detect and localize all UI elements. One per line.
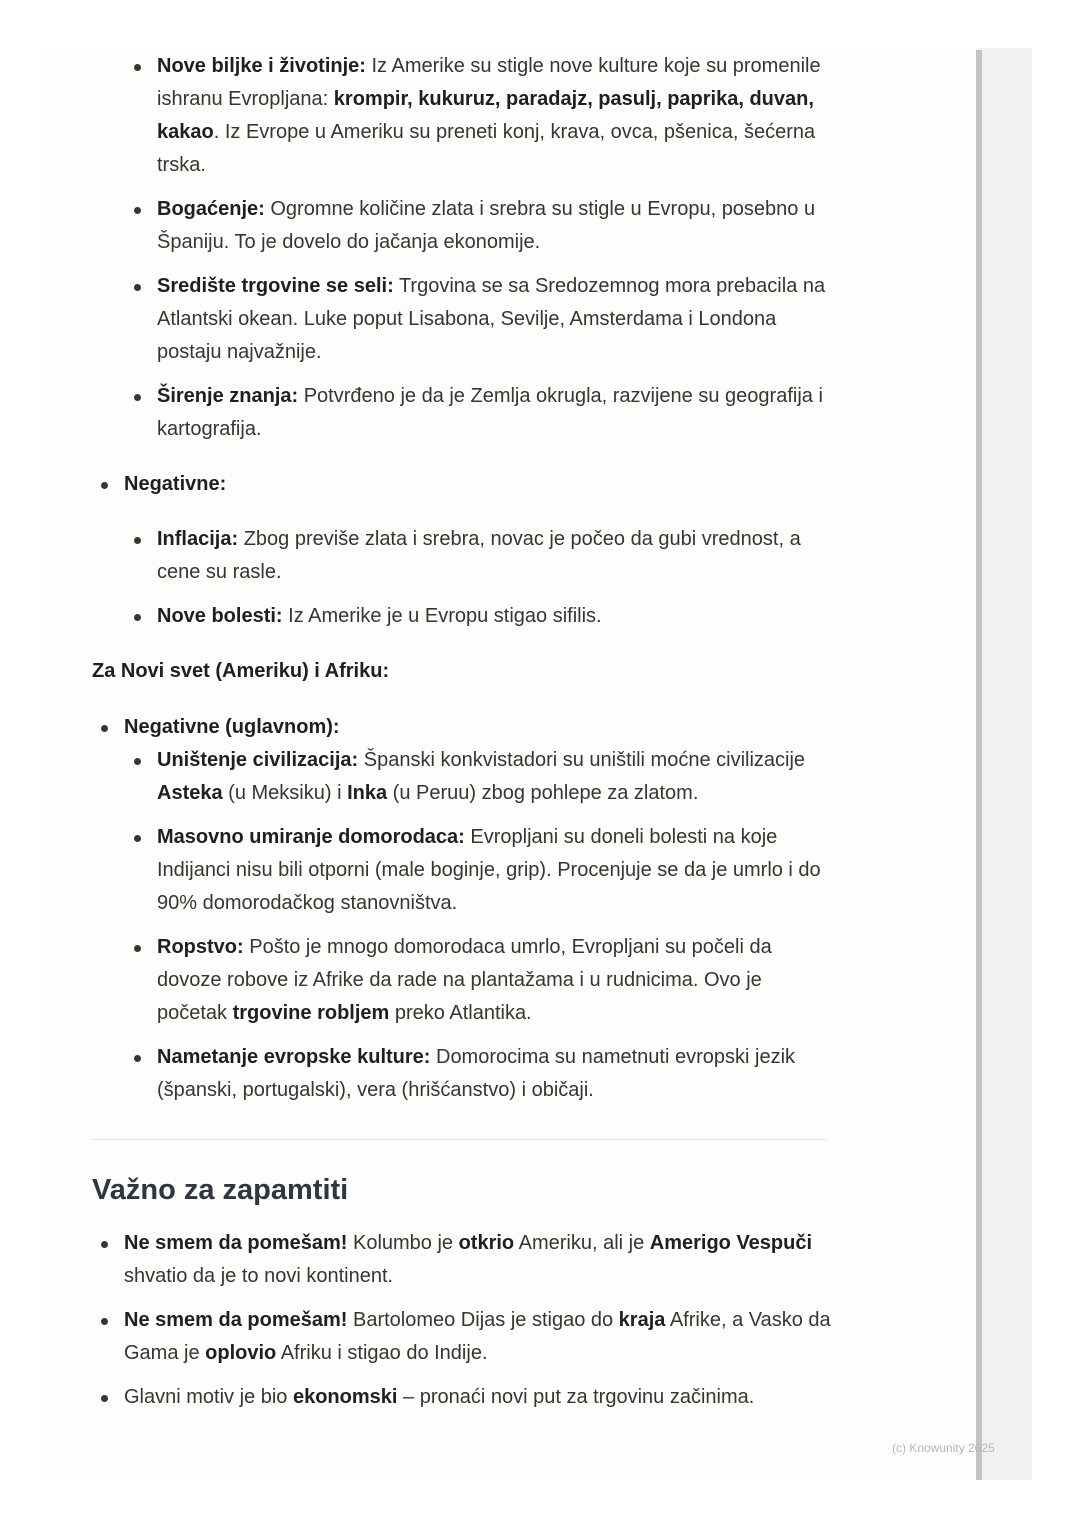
list-item: Inflacija: Zbog previše zlata i srebra, novac je počeo da gubi vrednost, a cene su rasle. bbox=[92, 523, 832, 589]
list-item: Ropstvo: Pošto je mnogo domorodaca umrlo, Evropljani su počeli da dovoze robove iz Afrike da rade na plantažama i u rudnicima. Ovo je početak trgovine robljem preko Atlantika. bbox=[92, 931, 832, 1030]
section-heading: Važno za zapamtiti bbox=[92, 1174, 349, 1206]
list-item-negative: Negativne: bbox=[92, 468, 832, 501]
list-item: Glavni motiv je bio ekonomski – pronaći novi put za trgovinu začinima. bbox=[92, 1381, 832, 1414]
list-item-negative-mostly: Negativne (uglavnom): bbox=[92, 711, 832, 744]
list-item: Nove biljke i životinje: Iz Amerike su stigle nove kulture koje su promenile ishranu Evropljana: krompir, kukuruz, paradajz, pasulj, paprika, duvan, kakao. Iz Evrope u Ameriku su preneti konj, krava, ovca, pšenica, šećerna trska. bbox=[92, 50, 847, 182]
list-item: Nove bolesti: Iz Amerike je u Evropu stigao sifilis. bbox=[92, 600, 832, 633]
bullet-icon bbox=[134, 835, 141, 842]
bullet-icon bbox=[134, 758, 141, 765]
list-item: Ne smem da pomešam! Kolumbo je otkrio Ameriku, ali je Amerigo Vespuči shvatio da je to novi kontinent. bbox=[92, 1227, 832, 1293]
list-item: Masovno umiranje domorodaca: Evropljani su doneli bolesti na koje Indijanci nisu bili otporni (male boginje, grip). Procenjuje se da je umrlo i do 90% domorodačkog stanovništva. bbox=[92, 821, 832, 920]
scrollbar-thumb[interactable] bbox=[976, 50, 982, 1480]
list-item: Bogaćenje: Ogromne količine zlata i srebra su stigle u Evropu, posebno u Španiju. To je dovelo do jačanja ekonomije. bbox=[92, 193, 832, 259]
list-item: Nametanje evropske kulture: Domorocima su nametnuti evropski jezik (španski, portugalski), vera (hrišćanstvo) i običaji. bbox=[92, 1041, 832, 1107]
bullet-icon bbox=[134, 614, 141, 621]
scrollbar-track[interactable] bbox=[976, 48, 1032, 1480]
list-item: Ne smem da pomešam! Bartolomeo Dijas je stigao do kraja Afrike, a Vasko da Gama je oplovio Afriku i stigao do Indije. bbox=[92, 1304, 832, 1370]
bullet-icon bbox=[101, 725, 108, 732]
list-item: Uništenje civilizacija: Španski konkvistadori su uništili moćne civilizacije Asteka (u Meksiku) i Inka (u Peruu) zbog pohlepe za zlatom. bbox=[92, 744, 832, 810]
section-subheading: Za Novi svet (Ameriku) i Afriku: bbox=[92, 660, 390, 682]
list-item: Širenje znanja: Potvrđeno je da je Zemlja okrugla, razvijene su geografija i kartografija. bbox=[92, 380, 832, 446]
bullet-icon bbox=[134, 945, 141, 952]
bullet-icon bbox=[134, 207, 141, 214]
bullet-icon bbox=[101, 482, 108, 489]
bullet-icon bbox=[101, 1395, 108, 1402]
bullet-icon bbox=[134, 537, 141, 544]
list-item: Središte trgovine se seli: Trgovina se sa Sredozemnog mora prebacila na Atlantski okean. Luke poput Lisabona, Sevilje, Amsterdama i Londona postaju najvažnije. bbox=[92, 270, 832, 369]
bullet-icon bbox=[134, 284, 141, 291]
bullet-icon bbox=[134, 394, 141, 401]
bullet-icon bbox=[134, 64, 141, 71]
section-divider bbox=[92, 1139, 827, 1140]
copyright-footer: (c) Knowunity 2025 bbox=[892, 1441, 995, 1455]
bullet-icon bbox=[101, 1318, 108, 1325]
bullet-icon bbox=[101, 1241, 108, 1248]
document-content bbox=[92, 50, 832, 1414]
bullet-icon bbox=[134, 1055, 141, 1062]
